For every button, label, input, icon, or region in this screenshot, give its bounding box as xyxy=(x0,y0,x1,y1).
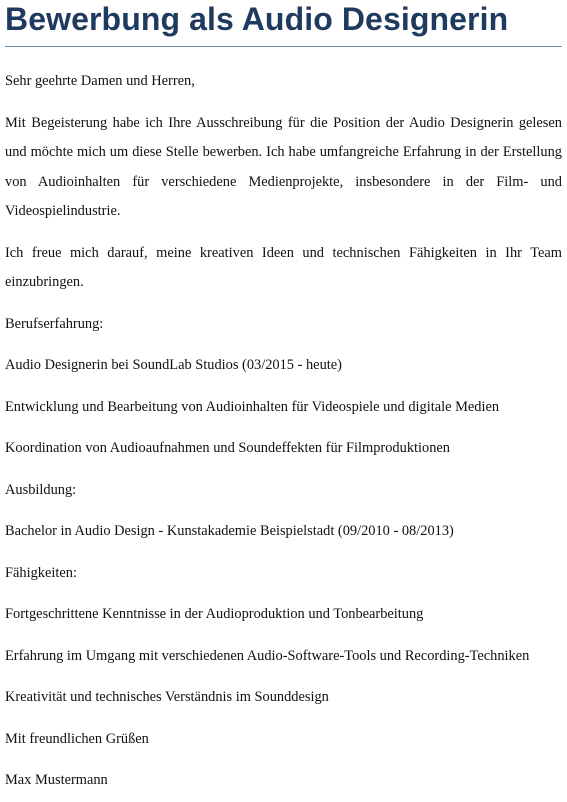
greeting: Sehr geehrte Damen und Herren, xyxy=(5,73,195,89)
experience-item: Koordination von Audioaufnahmen und Soundeffekten für Filmproduktionen xyxy=(5,440,450,456)
education-heading: Ausbildung: xyxy=(5,481,77,498)
skills-heading: Fähigkeiten: xyxy=(5,564,77,581)
closing: Mit freundlichen Grüßen xyxy=(5,730,149,747)
document-title: Bewerbung als Audio Designerin xyxy=(5,1,509,37)
experience-item: Entwicklung und Bearbeitung von Audioinhalten für Videospiele und digitale Medien xyxy=(5,398,500,415)
intro-paragraph: Mit Begeisterung habe ich Ihre Ausschreibung für die Position der Audio Designerin gelesen und möchte mich um diese Stelle bewerben. Ich habe umfangreiche Erfahrung in der Erstellung von Audioinhalten für verschiedene Medienprojekte, insbesondere in der Film- und Videospielindustrie. xyxy=(5,114,562,219)
letter-body xyxy=(5,67,562,796)
skills-item: Erfahrung im Umgang mit verschiedenen Audio-Software-Tools und Recording-Techniken xyxy=(5,647,530,664)
motivation-paragraph: Ich freue mich darauf, meine kreativen Ideen und technischen Fähigkeiten in Ihr Team einzubringen. xyxy=(5,244,562,290)
education-item: Bachelor in Audio Design - Kunstakademie Beispielstadt (09/2010 - 08/2013) xyxy=(5,523,454,539)
skills-item: Kreativität und technisches Verständnis im Sounddesign xyxy=(5,689,329,705)
skills-item: Fortgeschrittene Kenntnisse in der Audioproduktion und Tonbearbeitung xyxy=(5,606,424,622)
title-divider xyxy=(5,46,562,47)
experience-heading: Berufserfahrung: xyxy=(5,315,104,332)
signature-name: Max Mustermann xyxy=(5,772,108,788)
experience-item: Audio Designerin bei SoundLab Studios (03/2015 - heute) xyxy=(5,357,342,373)
